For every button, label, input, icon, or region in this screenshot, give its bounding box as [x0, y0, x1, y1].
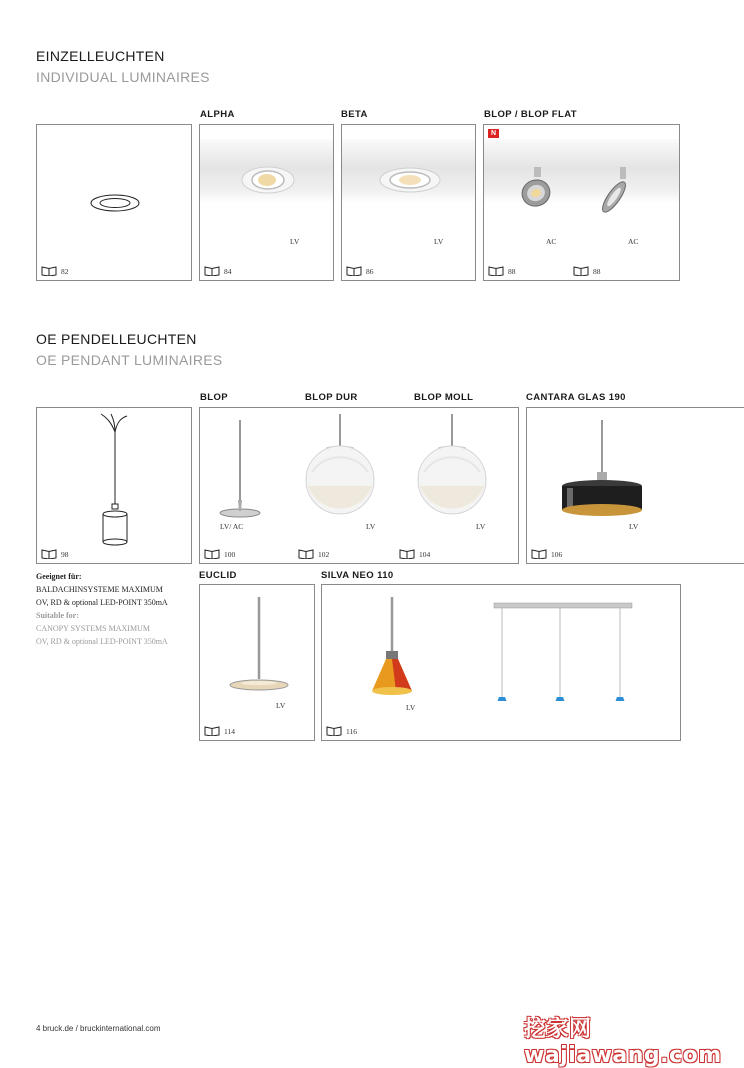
- product-title-blop-moll: BLOP MOLL: [414, 392, 474, 403]
- voltage-label-blop-dur: LV: [366, 522, 376, 531]
- page-ref-116[interactable]: [326, 726, 357, 736]
- page-number: 104: [419, 549, 431, 559]
- blop-dur-pendant-illustration: [300, 412, 380, 516]
- product-card-blop-flat[interactable]: [483, 124, 680, 281]
- page-ref-102[interactable]: [298, 549, 329, 559]
- page-number: 84: [224, 266, 232, 276]
- voltage-label: LV: [629, 522, 639, 531]
- page-ref-88-flat[interactable]: [573, 266, 601, 276]
- product-title-alpha: ALPHA: [200, 109, 235, 120]
- product-title-blop-dur: BLOP DUR: [305, 392, 358, 403]
- voltage-label-blop: AC: [546, 237, 557, 246]
- product-card-pendant-drawing[interactable]: [36, 407, 192, 564]
- page-number: 98: [61, 549, 69, 559]
- book-icon: [531, 549, 547, 559]
- product-card-recessed[interactable]: [36, 124, 192, 281]
- note-de-line2: OV, RD & optional LED-POINT 350mA: [36, 598, 168, 607]
- blop-flat-spot-illustration: [594, 165, 638, 217]
- page-number: 102: [318, 549, 330, 559]
- ceiling-background: [484, 139, 679, 203]
- book-icon: [204, 549, 220, 559]
- book-icon: [399, 549, 415, 559]
- watermark: 挖家网 wajiawang.com: [524, 1017, 722, 1068]
- pendant-drawing-illustration: [93, 412, 137, 546]
- page-ref-114[interactable]: [204, 726, 235, 736]
- voltage-label: LV: [276, 701, 286, 710]
- section1-title-de: EINZELLEUCHTEN: [36, 48, 165, 64]
- page-ref-88[interactable]: [488, 266, 516, 276]
- silva-neo-triple-illustration: [492, 601, 634, 701]
- page-number: 100: [224, 549, 236, 559]
- page-number: 106: [551, 549, 563, 559]
- page-number: 88: [508, 266, 516, 276]
- product-title-beta: BETA: [341, 109, 368, 120]
- voltage-label-blop: LV/ AC: [220, 522, 244, 531]
- suitability-note: [36, 570, 196, 648]
- page-ref-100[interactable]: [204, 549, 235, 559]
- section1-title-en: INDIVIDUAL LUMINAIRES: [36, 69, 210, 85]
- product-title-blop-flat: BLOP / BLOP FLAT: [484, 109, 577, 120]
- note-en-label: Suitable for:: [36, 611, 79, 620]
- new-badge: N: [488, 129, 499, 138]
- book-icon: [488, 266, 504, 276]
- note-en-line1: CANOPY SYSTEMS MAXIMUM: [36, 624, 150, 633]
- page-number: 82: [61, 266, 69, 276]
- voltage-label-blop-flat: AC: [628, 237, 639, 246]
- blop-pendant-illustration: [218, 418, 262, 518]
- product-title-cantara-glas: CANTARA GLAS 190: [526, 392, 626, 403]
- page-number: 116: [346, 726, 357, 736]
- book-icon: [573, 266, 589, 276]
- voltage-label: LV: [434, 237, 444, 246]
- recessed-ring-illustration: [89, 193, 141, 213]
- page-ref-82[interactable]: [41, 266, 69, 276]
- blop-spot-illustration: [516, 165, 558, 209]
- page-ref-104[interactable]: [399, 549, 430, 559]
- product-card-blop-pendants[interactable]: [199, 407, 519, 564]
- book-icon: [204, 266, 220, 276]
- page-number: 114: [224, 726, 235, 736]
- product-card-silva-neo[interactable]: [321, 584, 681, 741]
- book-icon: [204, 726, 220, 736]
- page-ref-86[interactable]: [346, 266, 374, 276]
- page-ref-106[interactable]: [531, 549, 562, 559]
- voltage-label-blop-moll: LV: [476, 522, 486, 531]
- section2-title-en: OE PENDANT LUMINAIRES: [36, 352, 223, 368]
- voltage-label: LV: [406, 703, 416, 712]
- note-en-line2: OV, RD & optional LED-POINT 350mA: [36, 637, 168, 646]
- book-icon: [41, 549, 57, 559]
- page-ref-84[interactable]: [204, 266, 232, 276]
- product-title-blop: BLOP: [200, 392, 228, 403]
- section2-title-de: OE PENDELLEUCHTEN: [36, 331, 197, 347]
- product-card-alpha[interactable]: [199, 124, 334, 281]
- product-card-euclid[interactable]: [199, 584, 315, 741]
- page-number: 88: [593, 266, 601, 276]
- page-number: 86: [366, 266, 374, 276]
- product-card-cantara-glas[interactable]: [526, 407, 744, 564]
- alpha-downlight-illustration: [240, 165, 296, 195]
- page-footer: 4 bruck.de / bruckinternational.com: [36, 1024, 161, 1033]
- cantara-pendant-illustration: [557, 418, 647, 522]
- product-title-silva-neo: SILVA NEO 110: [321, 570, 394, 581]
- silva-neo-single-illustration: [366, 595, 418, 699]
- book-icon: [41, 266, 57, 276]
- book-icon: [346, 266, 362, 276]
- voltage-label: LV: [290, 237, 300, 246]
- note-de-label: Geeignet für:: [36, 572, 82, 581]
- book-icon: [298, 549, 314, 559]
- beta-downlight-illustration: [378, 165, 442, 195]
- note-de-line1: BALDACHINSYSTEME MAXIMUM: [36, 585, 163, 594]
- blop-moll-pendant-illustration: [412, 412, 492, 516]
- product-title-euclid: EUCLID: [199, 570, 237, 581]
- product-card-beta[interactable]: [341, 124, 476, 281]
- book-icon: [326, 726, 342, 736]
- page-ref-98[interactable]: [41, 549, 69, 559]
- euclid-pendant-illustration: [226, 595, 292, 699]
